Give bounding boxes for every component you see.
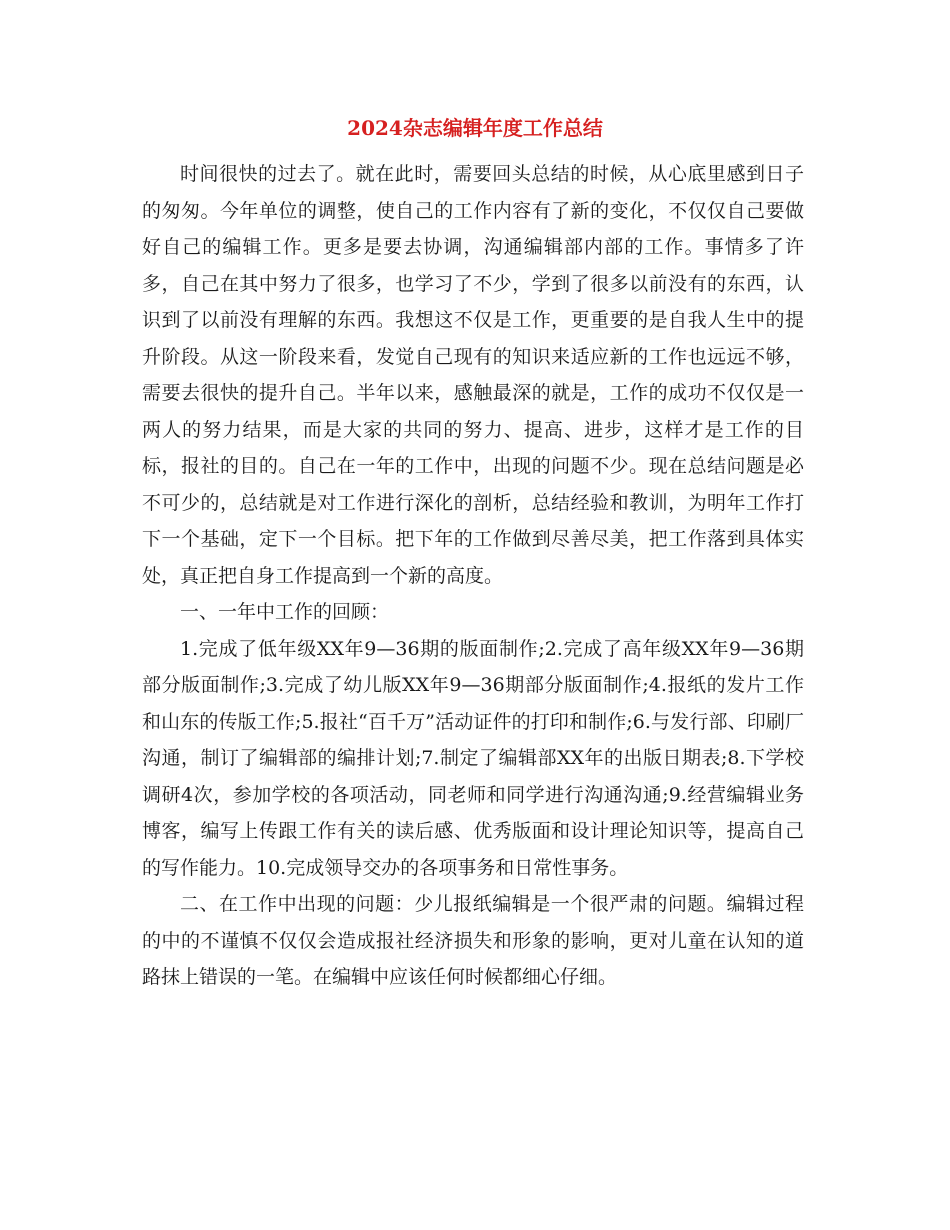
- paragraph-review-list: 1.完成了低年级XX年9—36期的版面制作;2.完成了高年级XX年9—36期部分版面制作;3.完成了幼儿版XX年9—36期部分版面制作;4.报纸的发片工作和山东的传版工作;5.报社“百千万”活动证件的打印和制作;6.与发行部、印刷厂沟通，制订了编辑部的编排计划;7.制定了编辑部XX年的出版日期表;8.下学校调研4次，参加学校的各项活动，同老师和同学进行沟通沟通;9.经营编辑业务博客，编写上传跟工作有关的读后感、优秀版面和设计理论知识等，提高自己的写作能力。10.完成领导交办的各项事务和日常性事务。: [142, 637, 804, 879]
- document-title: 2024杂志编辑年度工作总结: [347, 116, 603, 140]
- document-body: [142, 156, 804, 996]
- paragraph-intro: 时间很快的过去了。就在此时，需要回头总结的时候，从心底里感到日子的匆匆。今年单位的调整，使自己的工作内容有了新的变化，不仅仅自己要做好自己的编辑工作。更多是要去协调，沟通编辑部内部的工作。事情多了许多，自己在其中努力了很多，也学习了不少，学到了很多以前没有的东西，认识到了以前没有理解的东西。我想这不仅是工作，更重要的是自我人生中的提升阶段。从这一阶段来看，发觉自己现有的知识来适应新的工作也远远不够，需要去很快的提升自己。半年以来，感触最深的就是，工作的成功不仅仅是一两人的努力结果，而是大家的共同的努力、提高、进步，这样才是工作的目标，报社的目的。自己在一年的工作中，出现的问题不少。现在总结问题是必不可少的，总结就是对工作进行深化的剖析，总结经验和教训，为明年工作打下一个基础，定下一个目标。把下年的工作做到尽善尽美，把工作落到具体实处，真正把自身工作提高到一个新的高度。: [142, 163, 804, 587]
- paragraph-problems: 二、在工作中出现的问题：少儿报纸编辑是一个很严肃的问题。编辑过程的中的不谨慎不仅仅会造成报社经济损失和形象的影响，更对儿童在认知的道路抹上错误的一笔。在编辑中应该任何时候都细心仔细。: [142, 893, 804, 988]
- paragraph-heading-review: 一、一年中工作的回顾：: [180, 601, 390, 623]
